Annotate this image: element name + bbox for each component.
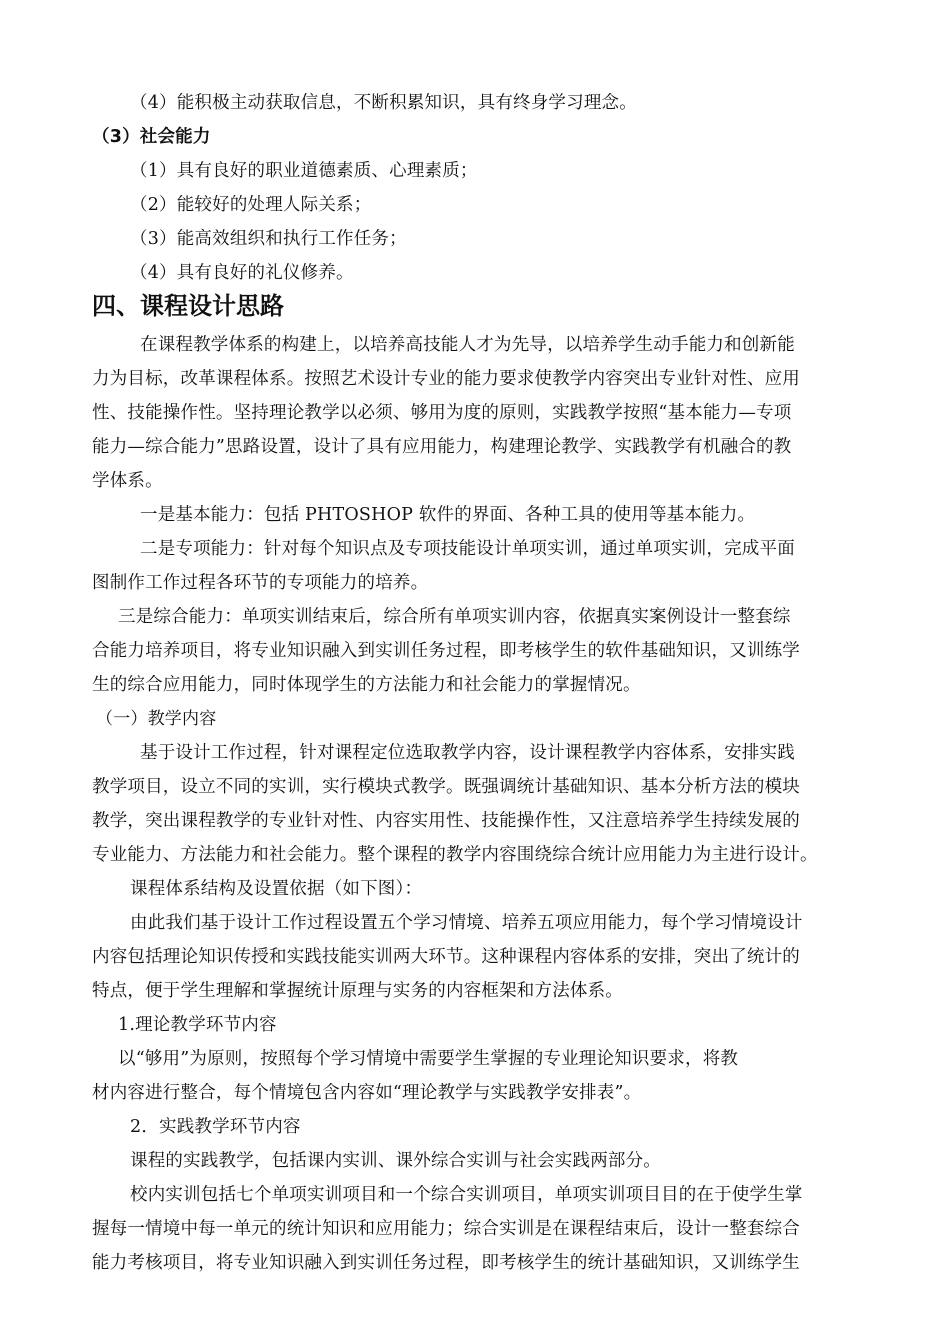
text-line: 课程体系结构及设置依据（如下图）： [130, 879, 423, 899]
text-line: 课程的实践教学，包括课内实训、课外综合实训与社会实践两部分。 [130, 1151, 661, 1171]
text-line: 生的综合应用能力，同时体现学生的方法能力和社会能力的掌握情况。 [92, 675, 641, 695]
text-line: 三是综合能力：单项实训结束后，综合所有单项实训内容，依据真实案例设计一整套综 [118, 607, 791, 627]
text-line: 教学，突出课程教学的专业针对性、内容实用性、技能操作性，又注意培养学生持续发展的 [92, 811, 800, 831]
text-line: 校内实训包括七个单项实训项目和一个综合实训项目，单项实训项目目的在于使学生掌 [130, 1185, 803, 1205]
text-line: 二是专项能力：针对每个知识点及专项技能设计单项实训，通过单项实训，完成平面 [140, 539, 795, 559]
text-line: 学体系。 [92, 471, 163, 491]
subsection-heading: 2．实践教学环节内容 [130, 1117, 301, 1137]
text-line: （4）具有良好的礼仪修养。 [130, 263, 354, 283]
text-line: 握每一情境中每一单元的统计知识和应用能力；综合实训是在课程结束后，设计一整套综合 [92, 1219, 800, 1239]
text-line: （1）具有良好的职业道德素质、心理素质； [130, 161, 478, 181]
text-line: 专业能力、方法能力和社会能力。整个课程的教学内容围绕综合统计应用能力为主进行设计。 [92, 845, 818, 865]
text-line: 合能力培养项目，将专业知识融入到实训任务过程，即考核学生的软件基础知识，又训练学 [92, 641, 800, 661]
text-line: 教学项目，设立不同的实训，实行模块式教学。既强调统计基础知识、基本分析方法的模块 [92, 777, 800, 797]
text-line: 一是基本能力：包括 PHTOSHOP 软件的界面、各种工具的使用等基本能力。 [140, 505, 756, 525]
text-line: 能力考核项目，将专业知识融入到实训任务过程，即考核学生的统计基础知识，又训练学生 [92, 1253, 800, 1273]
text-line: 能力—综合能力”思路设置，设计了具有应用能力，构建理论教学、实践教学有机融合的教 [92, 437, 792, 457]
text-line: 材内容进行整合，每个情境包含内容如“理论教学与实践教学安排表”。 [92, 1083, 642, 1103]
text-line: （2）能较好的处理人际关系； [130, 195, 372, 215]
text-line: 图制作工作过程各环节的专项能力的培养。 [92, 573, 429, 593]
section-heading: 四、课程设计思路 [92, 292, 284, 320]
text-line: 在课程教学体系的构建上，以培养高技能人才为先导，以培养学生动手能力和创新能 [140, 335, 795, 355]
subsection-heading: （3）社会能力 [92, 127, 211, 147]
text-line: 以“够用”为原则，按照每个学习情境中需要学生掌握的专业理论知识要求，将教 [118, 1049, 739, 1069]
text-line: 内容包括理论知识传授和实践技能实训两大环节。这种课程内容体系的安排，突出了统计的 [92, 947, 800, 967]
subsection-heading: 1.理论教学环节内容 [118, 1015, 277, 1035]
text-line: 力为目标，改革课程体系。按照艺术设计专业的能力要求使教学内容突出专业针对性、应用 [92, 369, 800, 389]
text-line: 基于设计工作过程，针对课程定位选取教学内容，设计课程教学内容体系，安排实践 [140, 743, 795, 763]
subsection-heading: （一）教学内容 [96, 709, 217, 729]
text-line: 特点，便于学生理解和掌握统计原理与实务的内容框架和方法体系。 [92, 981, 623, 1001]
text-line: 性、技能操作性。坚持理论教学以必须、够用为度的原则，实践教学按照“基本能力—专项 [92, 403, 792, 423]
text-line: 由此我们基于设计工作过程设置五个学习情境、培养五项应用能力，每个学习情境设计 [130, 913, 803, 933]
text-line: （3）能高效组织和执行工作任务； [130, 229, 407, 249]
text-line: （4）能积极主动获取信息，不断积累知识，具有终身学习理念。 [130, 93, 637, 113]
